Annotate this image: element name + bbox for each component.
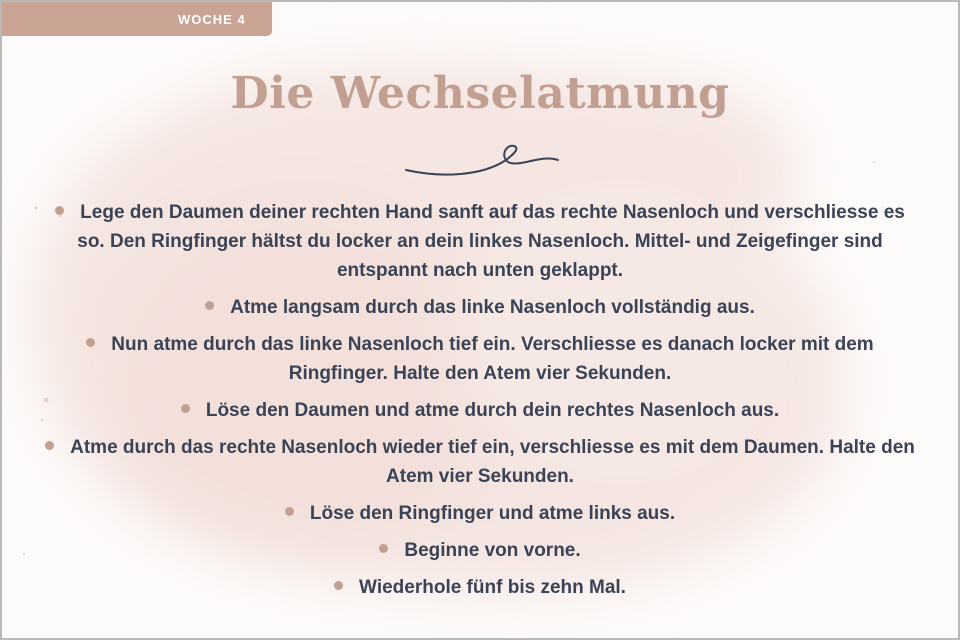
list-item xyxy=(42,198,918,285)
swirl-flourish-icon xyxy=(402,140,562,182)
step-text: Atme langsam durch das linke Nasenloch vollständig aus. xyxy=(230,297,755,318)
dot-bullet-icon xyxy=(379,544,388,553)
step-text: Atme durch das rechte Nasenloch wieder tief ein, verschliesse es mit dem Daumen. Halte den Atem vier Sekunden. xyxy=(70,437,915,487)
dot-bullet-icon xyxy=(86,338,95,347)
week-label: WOCHE 4 xyxy=(178,11,246,27)
list-item xyxy=(42,573,918,602)
step-text: Löse den Ringfinger und atme links aus. xyxy=(309,503,676,524)
step-text: Wiederhole fünf bis zehn Mal. xyxy=(359,577,626,598)
dot-bullet-icon xyxy=(285,507,294,516)
dot-bullet-icon xyxy=(55,206,64,215)
list-item xyxy=(42,396,918,425)
list-item xyxy=(42,536,918,565)
step-text: Beginne von vorne. xyxy=(404,540,581,561)
list-item xyxy=(42,293,918,322)
week-tab xyxy=(2,2,272,36)
page-title: Die Wechselatmung xyxy=(230,68,730,119)
dot-bullet-icon xyxy=(45,441,54,450)
dot-bullet-icon xyxy=(334,581,343,590)
list-item xyxy=(42,499,918,528)
step-text: Lege den Daumen deiner rechten Hand sanft auf das rechte Nasenloch und verschliesse es so. Den Ringfinger hältst du locker an dein linkes Nasenloch. Mittel- und Zeigefinger sind entspannt nach unten geklappt. xyxy=(77,202,905,281)
dot-bullet-icon xyxy=(181,404,190,413)
step-text: Löse den Daumen und atme durch dein rechtes Nasenloch aus. xyxy=(205,400,780,421)
list-item xyxy=(42,433,918,491)
steps-list xyxy=(42,198,918,610)
dot-bullet-icon xyxy=(205,301,214,310)
list-item xyxy=(42,330,918,388)
step-text: Nun atme durch das linke Nasenloch tief ein. Verschliesse es danach locker mit dem Ringfinger. Halte den Atem vier Sekunden. xyxy=(111,334,874,384)
